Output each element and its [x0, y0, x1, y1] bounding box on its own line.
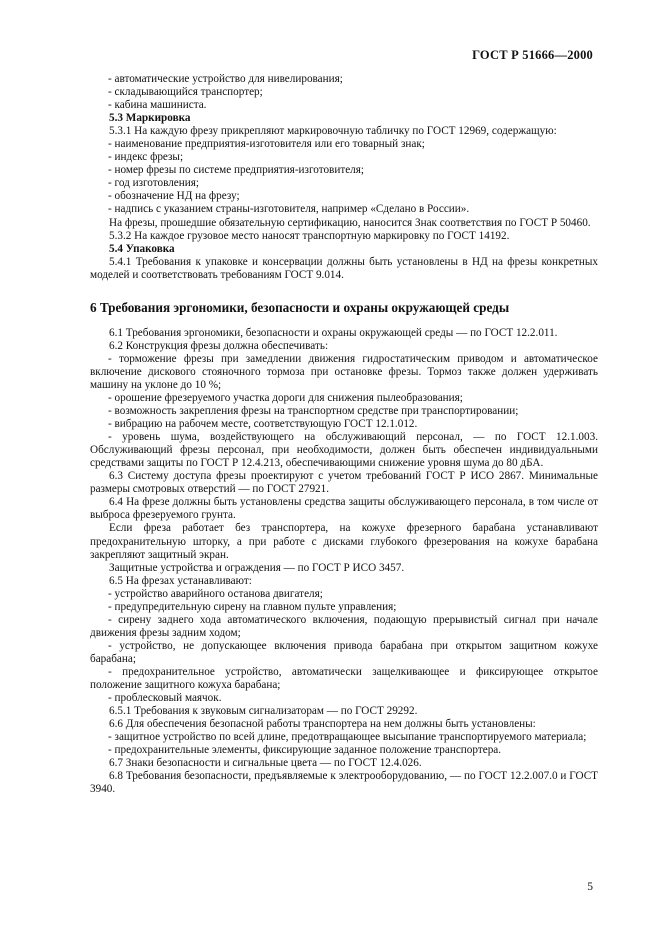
paragraph: 6.3 Систему доступа фрезы проектируют с учетом требований ГОСТ Р ИСО 2867. Минимальные размеры смотровых отверстий — по ГОСТ 27921.: [90, 470, 598, 496]
paragraph: Защитные устройства и ограждения — по ГОСТ Р ИСО 3457.: [109, 561, 405, 574]
paragraph: 5.3.2 На каждое грузовое место наносят транспортную маркировку по ГОСТ 14192.: [109, 229, 510, 242]
list-item: - защитное устройство по всей длине, предотвращающее высыпание транспортируемого материала;: [108, 731, 587, 744]
list-item: - обозначение НД на фрезу;: [108, 190, 240, 203]
subsection-heading: 5.3 Маркировка: [109, 112, 191, 125]
list-item: - уровень шума, воздействующего на обслуживающий персонал, — по ГОСТ 12.1.003. Обслуживающий фрезы персонал, при необходимости, должен быть обеспечен индивидуальными средствами защиты по ГОСТ Р 12.4.213, обеспечивающими снижение уровня шума до 80 дБА.: [90, 431, 598, 470]
list-item: - орошение фрезеруемого участка дороги для снижения пылеобразования;: [108, 391, 463, 404]
document-body: [90, 73, 598, 796]
paragraph: 6.2 Конструкция фрезы должна обеспечивать:: [109, 339, 329, 352]
list-item: - индекс фрезы;: [108, 151, 184, 164]
list-item: - год изготовления;: [108, 177, 200, 190]
paragraph: 6.1 Требования эргономики, безопасности и охраны окружающей среды — по ГОСТ 12.2.011.: [109, 326, 558, 339]
list-item: - торможение фрезы при замедлении движения гидростатическим приводом и автоматическое включение дискового стояночного тормоза при остановке фрезы. Тормоз также должен удерживать машину на уклоне до 10 %;: [90, 352, 598, 391]
paragraph: 5.4.1 Требования к упаковке и консервации должны быть установлены в НД на фрезы конкретных моделей и соответствовать требованиям ГОСТ 9.014.: [90, 255, 598, 281]
list-item: - предохранительные элементы, фиксирующие заданное положение транспортера.: [108, 744, 502, 757]
list-item: - проблесковый маячок.: [108, 692, 222, 705]
document-header: ГОСТ Р 51666—2000: [472, 48, 593, 62]
list-item: - предупредительную сирену на главном пульте управления;: [108, 600, 397, 613]
list-item: - устройство, не допускающее включения привода барабана при открытом защитном кожухе барабана;: [90, 639, 598, 665]
section-heading: 6 Требования эргономики, безопасности и охраны окружающей среды: [90, 299, 510, 315]
page-number: 5: [587, 881, 593, 893]
list-item: - надпись с указанием страны-изготовителя, например «Сделано в России».: [108, 203, 470, 216]
list-item: - номер фрезы по системе предприятия-изготовителя;: [108, 164, 365, 177]
subsection-heading: 5.4 Упаковка: [109, 242, 175, 255]
list-item: - предохранительное устройство, автоматически защелкивающее и фиксирующее открытое положение защитного кожуха барабана;: [90, 665, 598, 692]
list-item: - наименование предприятия-изготовителя или его товарный знак;: [108, 138, 425, 151]
list-item: - устройство аварийного останова двигателя;: [108, 587, 323, 600]
paragraph: 6.6 Для обеспечения безопасной работы транспортера на нем должны быть установлены:: [109, 718, 536, 731]
list-item: - сирену заднего хода автоматического включения, подающую прерывистый сигнал при начале движения фрезы задним ходом;: [90, 613, 598, 639]
list-item: - автоматические устройство для нивелирования;: [108, 73, 343, 85]
paragraph: Если фреза работает без транспортера, на кожухе фрезерного барабана устанавливают предохранительную шторку, а при работе с дисками глубокого фрезерования на кожухе барабана закрепляют защитный экран.: [90, 522, 598, 561]
paragraph: 6.7 Знаки безопасности и сигнальные цвета — по ГОСТ 12.4.026.: [109, 757, 422, 770]
paragraph: 5.3.1 На каждую фрезу прикрепляют маркировочную табличку по ГОСТ 12969, содержащую:: [109, 125, 557, 138]
paragraph: 6.8 Требования безопасности, предъявляемые к электрооборудованию, — по ГОСТ 12.2.007.0 и ГОСТ 3940.: [90, 770, 598, 796]
list-item: - кабина машиниста.: [108, 99, 207, 112]
paragraph: 6.5.1 Требования к звуковым сигнализаторам — по ГОСТ 29292.: [109, 705, 418, 718]
paragraph: 6.4 На фрезе должны быть установлены средства защиты обслуживающего персонала, в том числе от выброса фрезеруемого грунта.: [90, 496, 598, 522]
list-item: - вибрацию на рабочем месте, соответствующую ГОСТ 12.1.012.: [108, 418, 418, 431]
list-item: - складывающийся транспортер;: [108, 86, 263, 99]
paragraph: 6.5 На фрезах устанавливают:: [109, 574, 252, 587]
list-item: - возможность закрепления фрезы на транспортном средстве при транспортировании;: [108, 405, 519, 418]
paragraph: На фрезы, прошедшие обязательную сертификацию, наносится Знак соответствия по ГОСТ Р 50460.: [109, 216, 591, 229]
